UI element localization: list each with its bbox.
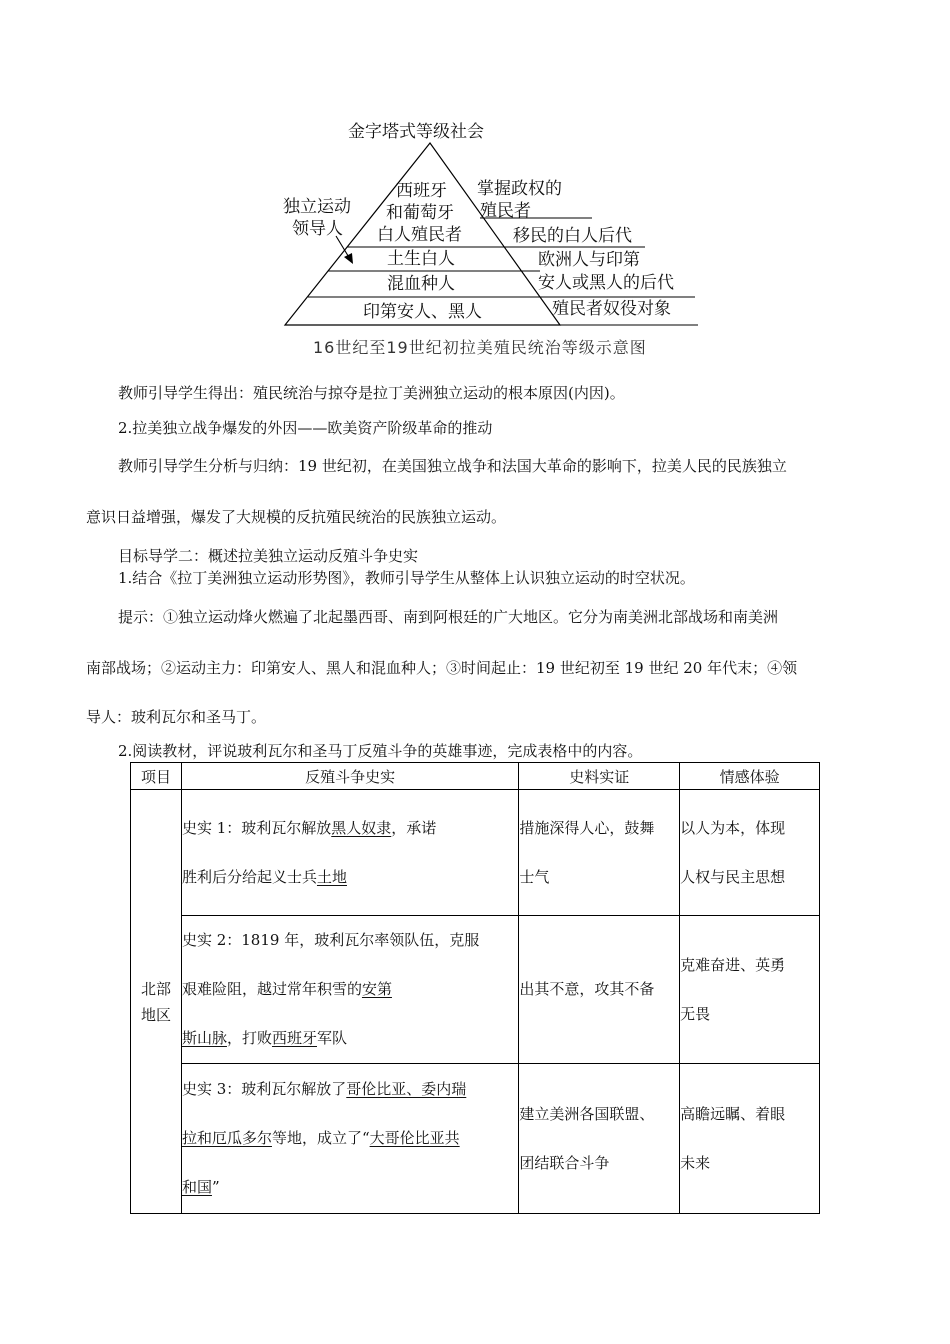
emotion-cell <box>680 1064 820 1214</box>
header-cell: 情感体验 <box>680 763 820 790</box>
tier-label: 和葡萄牙 <box>386 203 454 223</box>
fact-line <box>182 1114 518 1163</box>
underlined-answer: 和国 <box>181 1178 212 1196</box>
paragraph: 提示：①独立运动烽火燃遍了北起墨西哥、南到阿根廷的广大地区。它分为南美洲北部战场和南美洲 <box>118 608 779 626</box>
fact-line <box>182 916 518 965</box>
region-label: 地区 <box>140 1005 171 1024</box>
right-label: 殖民者奴役对象 <box>552 299 671 319</box>
right-label: 安人或黑人的后代 <box>538 273 674 293</box>
emotion-line: 人权与民主思想 <box>680 867 786 886</box>
underlined-answer: 哥伦比亚、委内瑞 <box>346 1080 467 1098</box>
underlined-answer: 大哥伦比亚共 <box>369 1129 460 1147</box>
fact-table <box>130 762 820 1214</box>
evidence-line: 出其不意，攻其不备 <box>519 980 655 998</box>
fact-text: 艰难险阻，越过常年积雪的 <box>181 980 362 998</box>
fact-text: 等地，成立了“ <box>271 1129 370 1147</box>
fact-text: 史实 1：玻利瓦尔解放 <box>181 818 332 837</box>
header-cell: 项目 <box>131 763 182 790</box>
fact-line <box>182 853 518 902</box>
leader-label: 领导人 <box>292 219 343 239</box>
emotion-line: 高瞻远瞩、着眼 <box>680 1104 786 1123</box>
table-row <box>131 916 820 1064</box>
emotion-line: 克难奋进、英勇 <box>680 955 786 974</box>
paragraph: 教师引导学生得出：殖民统治与掠夺是拉丁美洲独立运动的根本原因(内因)。 <box>118 384 625 402</box>
table-row <box>131 1064 820 1214</box>
fact-text: 史实 3：玻利瓦尔解放了 <box>181 1080 347 1098</box>
evidence-line: 士气 <box>519 867 550 886</box>
underlined-answer: 土地 <box>316 867 347 886</box>
fact-line <box>182 1014 518 1063</box>
pyramid-shape <box>280 118 710 363</box>
emotion-cell <box>680 916 820 1064</box>
fact-cell <box>181 790 518 916</box>
fact-text: 胜利后分给起义士兵 <box>181 867 317 886</box>
right-label: 殖民者 <box>480 201 531 221</box>
fact-text: ，打败 <box>226 1029 272 1047</box>
underlined-answer: 斯山脉 <box>181 1029 227 1047</box>
fact-line <box>182 965 518 1014</box>
evidence-line: 团结联合斗争 <box>519 1153 610 1172</box>
region-label: 北部 <box>140 979 171 998</box>
paragraph: 南部战场；②运动主力：印第安人、黑人和混血种人；③时间起止：19 世纪初至 19 世纪 20 年代末；④领 <box>86 659 798 677</box>
fact-text: 军队 <box>316 1029 347 1047</box>
underlined-answer: 黑人奴隶 <box>331 818 392 837</box>
underlined-answer: 安第 <box>361 980 392 998</box>
paragraph: 教师引导学生分析与归纳：19 世纪初，在美国独立战争和法国大革命的影响下，拉美人民的民族独立 <box>118 457 787 475</box>
header-cell: 反殖斗争史实 <box>181 763 518 790</box>
paragraph: 目标导学二：概述拉美独立运动反殖斗争史实 <box>118 547 419 565</box>
paragraph: 1.结合《拉丁美洲独立运动形势图》，教师引导学生从整体上认识独立运动的时空状况。 <box>118 569 695 587</box>
fact-cell <box>181 1064 518 1214</box>
fact-text: ，承诺 <box>391 818 437 837</box>
right-label: 移民的白人后代 <box>513 226 632 246</box>
underlined-answer: 拉和厄瓜多尔 <box>181 1129 272 1147</box>
paragraph: 2.阅读教材，评说玻利瓦尔和圣马丁反殖斗争的英雄事迹，完成表格中的内容。 <box>118 742 643 760</box>
fact-line <box>182 1163 518 1212</box>
tier-label: 白人殖民者 <box>377 225 462 245</box>
paragraph: 导人：玻利瓦尔和圣马丁。 <box>86 708 267 726</box>
tier-label: 西班牙 <box>396 181 447 201</box>
header-cell: 史料实证 <box>519 763 680 790</box>
paragraph: 2.拉美独立战争爆发的外因——欧美资产阶级革命的推动 <box>118 419 493 437</box>
tier-label: 土生白人 <box>387 249 455 269</box>
tier-label: 印第安人、黑人 <box>363 302 482 322</box>
underlined-answer: 西班牙 <box>271 1029 317 1047</box>
region-cell <box>131 790 182 1214</box>
right-label: 欧洲人与印第 <box>538 250 640 270</box>
right-label: 掌握政权的 <box>477 179 562 199</box>
evidence-cell <box>519 1064 680 1214</box>
evidence-line: 措施深得人心，鼓舞 <box>519 818 655 837</box>
fact-cell <box>181 916 518 1064</box>
paragraph: 意识日益增强，爆发了大规模的反抗殖民统治的民族独立运动。 <box>86 508 507 526</box>
diagram-title: 金字塔式等级社会 <box>348 122 484 142</box>
fact-line <box>182 804 518 853</box>
tier-label: 混血种人 <box>387 274 455 294</box>
table-header-row <box>131 763 820 790</box>
table-row <box>131 790 820 916</box>
emotion-cell <box>680 790 820 916</box>
fact-text: ” <box>211 1178 220 1196</box>
pyramid-diagram <box>280 118 710 363</box>
evidence-line: 建立美洲各国联盟、 <box>519 1104 655 1123</box>
fact-text: 史实 2：1819 年，玻利瓦尔率领队伍，克服 <box>181 931 480 949</box>
emotion-line: 未来 <box>680 1153 711 1172</box>
evidence-cell <box>519 790 680 916</box>
emotion-line: 以人为本，体现 <box>680 818 786 837</box>
evidence-cell <box>519 916 680 1064</box>
fact-line <box>182 1065 518 1114</box>
leader-label: 独立运动 <box>283 197 351 217</box>
emotion-line: 无畏 <box>680 1004 711 1023</box>
diagram-caption: 16世纪至19世纪初拉美殖民统治等级示意图 <box>313 338 647 357</box>
